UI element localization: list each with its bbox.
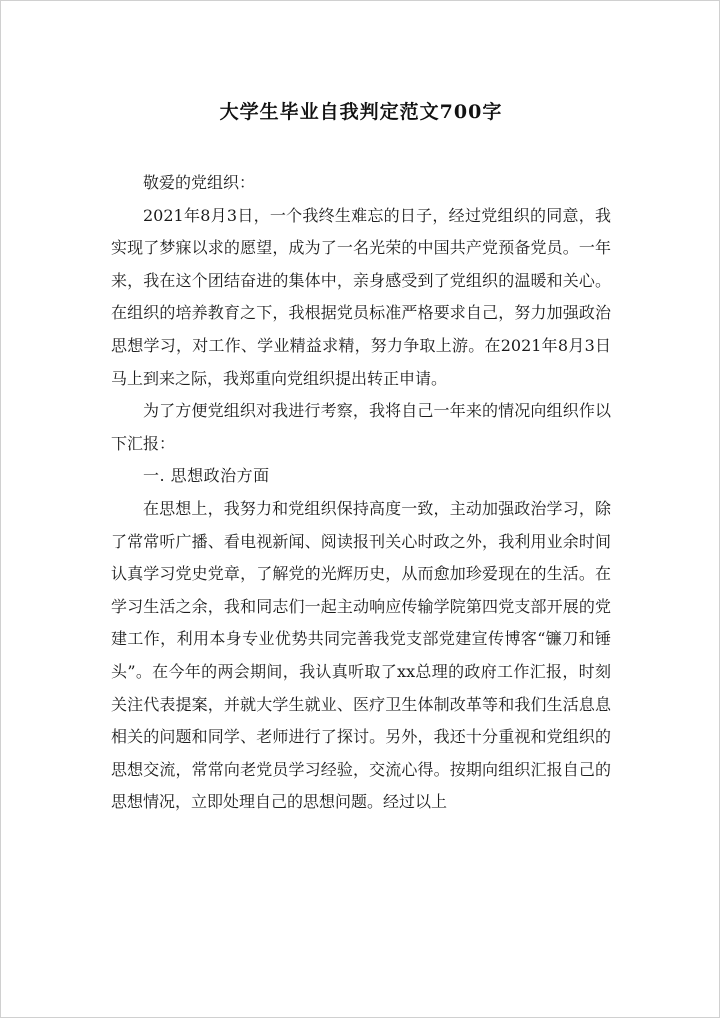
salutation: 敬爱的党组织： [143, 173, 256, 192]
paragraph-1: 2021年8月3日，一个我终生难忘的日子，经过党组织的同意，我实现了梦寐以求的愿望，成为了一名光荣的中国共产党预备党员。一年来，我在这个团结奋进的集体中，亲身感受到了党组织的温暖和关心。在组织的培养教育之下，我根据党员标准严格要求自己，努力加强政治思想学习，对工作、学业精益求精，努力争取上游。在2021年8月3日马上到来之际，我郑重向党组织提出转正申请。 [111, 205, 611, 388]
section-heading: 一. 思想政治方面 [143, 466, 270, 486]
paragraph-2: 为了方便党组织对我进行考察，我将自己一年来的情况向组织作以下汇报： [111, 401, 611, 453]
document-body [111, 167, 611, 819]
section-paragraph: 在思想上，我努力和党组织保持高度一致，主动加强政治学习，除了常常听广播、看电视新闻、阅读报刊关心时政之外，我利用业余时间认真学习党史党章，了解党的光辉历史，从而愈加珍爱现在的生活。在学习生活之余，我和同志们一起主动响应传输学院第四党支部开展的党建工作，利用本身专业优势共同完善我党支部党建宣传博客“镰刀和锤头”。在今年的两会期间，我认真听取了xx总理的政府工作汇报，时刻关注代表提案，并就大学生就业、医疗卫生体制改革等和我们生活息息相关的问题和同学、老师进行了探讨。另外，我还十分重视和党组织的思想交流，常常向老党员学习经验，交流心得。按期向组织汇报自己的思想情况，立即处理自己的思想问题。经过以上 [111, 498, 611, 812]
document-title: 大学生毕业自我判定范文700字 [219, 101, 503, 123]
